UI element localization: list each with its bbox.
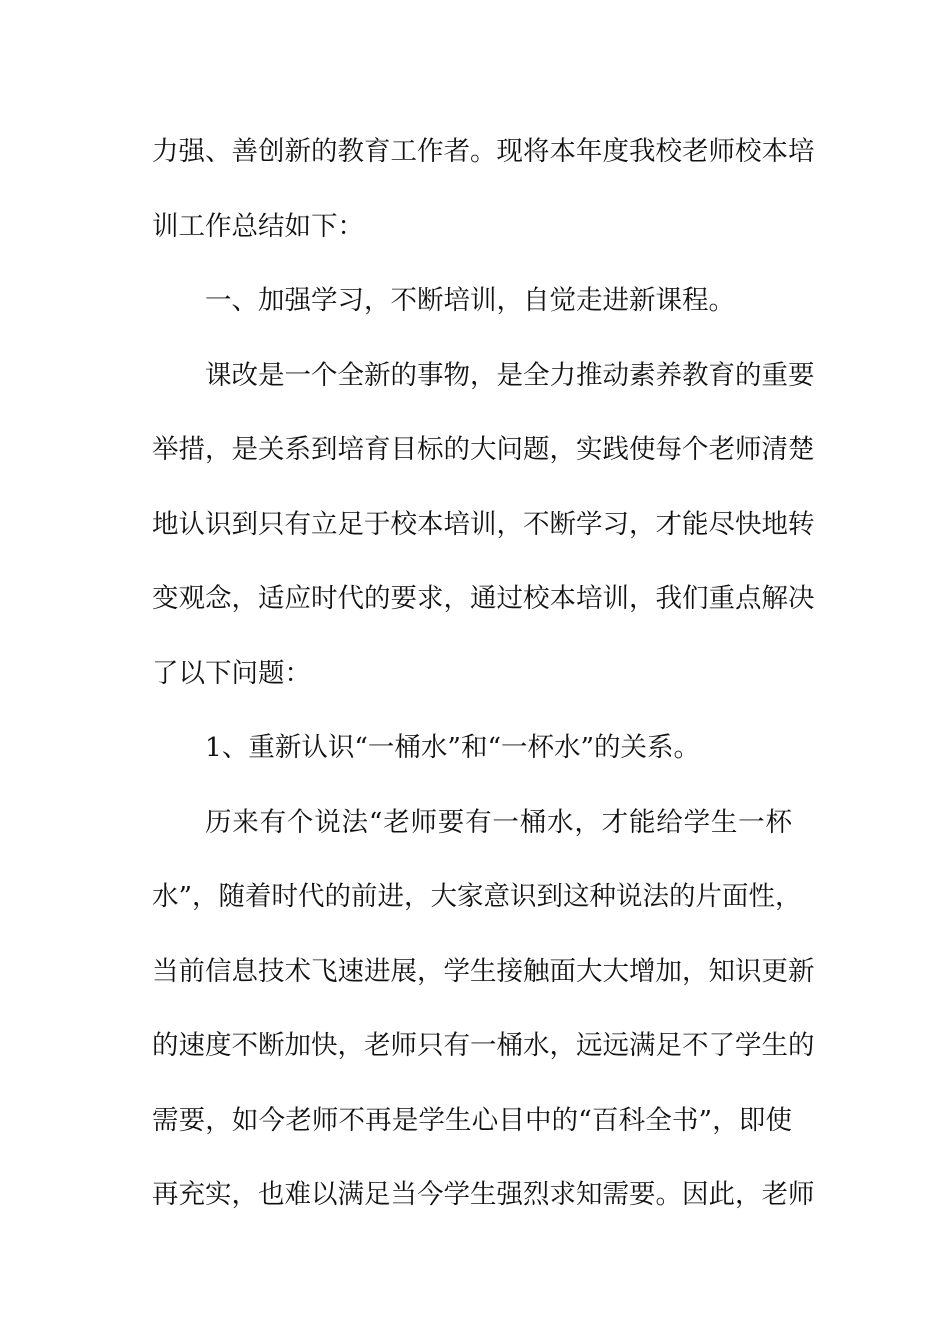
- text-line: 变观念，适应时代的要求，通过校本培训，我们重点解决: [152, 583, 815, 614]
- text-line: 力强、善创新的教育工作者。现将本年度我校老师校本培: [152, 136, 815, 167]
- text-line: 训工作总结如下：: [152, 210, 364, 242]
- text-line: 再充实，也难以满足当今学生强烈求知需要。因此，老师: [152, 1179, 815, 1210]
- body-text: [152, 122, 815, 1240]
- text-line: 历来有个说法“老师要有一桶水，才能给学生一杯: [205, 806, 792, 838]
- text-line: 了以下问题：: [152, 657, 311, 689]
- text-line: 的速度不断加快，老师只有一桶水，远远满足不了学生的: [152, 1030, 815, 1061]
- text-line: 当前信息技术飞速进展，学生接触面大大增加，知识更新: [152, 955, 815, 987]
- subsection-heading: 1、重新认识“一桶水”和“一杯水”的关系。: [205, 732, 701, 763]
- text-line: 水”，随着时代的前进，大家意识到这种说法的片面性，: [152, 881, 802, 912]
- text-line: 课改是一个全新的事物，是全力推动素养教育的重要: [205, 359, 815, 391]
- text-line: 举措，是关系到培育目标的大问题，实践使每个老师清楚: [152, 434, 815, 465]
- section-heading: 一、加强学习，不断培训，自觉走进新课程。: [205, 285, 735, 316]
- text-line: 地认识到只有立足于校本培训，不断学习，才能尽快地转: [152, 508, 815, 540]
- text-line: 需要，如今老师不再是学生心目中的“百科全书”，即使: [152, 1104, 792, 1136]
